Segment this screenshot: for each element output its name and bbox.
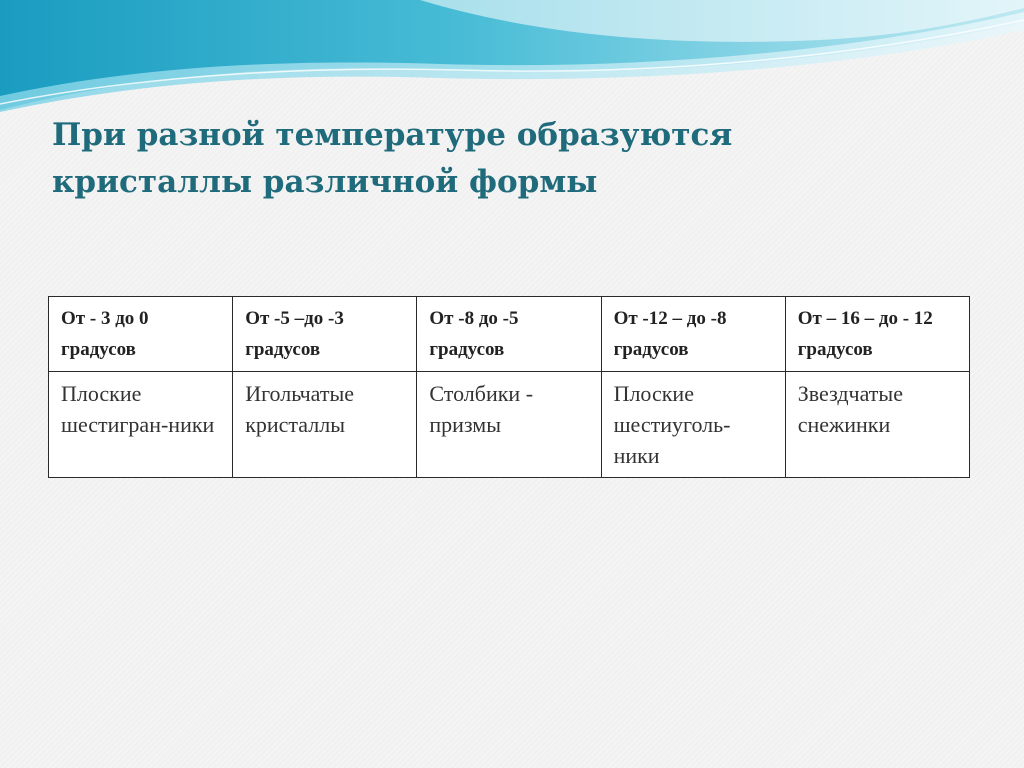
slide-title-line-2: кристаллы различной формы [52,164,598,200]
slide-title-line-1: При разной температуре образуются [52,117,733,153]
temperature-cell: От -8 до -5 градусов [417,297,601,372]
crystal-table [48,296,970,478]
crystal-shape-cell: Плоские шестигран-ники [49,372,233,478]
crystal-shape-cell: Столбики - призмы [417,372,601,478]
crystal-shape-cell: Плоские шестиуголь-ники [601,372,785,478]
temperature-cell: От - 3 до 0 градусов [49,297,233,372]
temperature-cell: От – 16 – до - 12 градусов [785,297,969,372]
temperature-cell: От -12 – до -8 градусов [601,297,785,372]
wave-decoration [0,0,1024,120]
slide-title [52,112,952,206]
crystal-shape-cell: Игольчатые кристаллы [233,372,417,478]
crystal-shape-row [49,372,970,478]
crystal-shape-cell: Звездчатые снежинки [785,372,969,478]
temperature-row [49,297,970,372]
temperature-cell: От -5 –до -3 градусов [233,297,417,372]
